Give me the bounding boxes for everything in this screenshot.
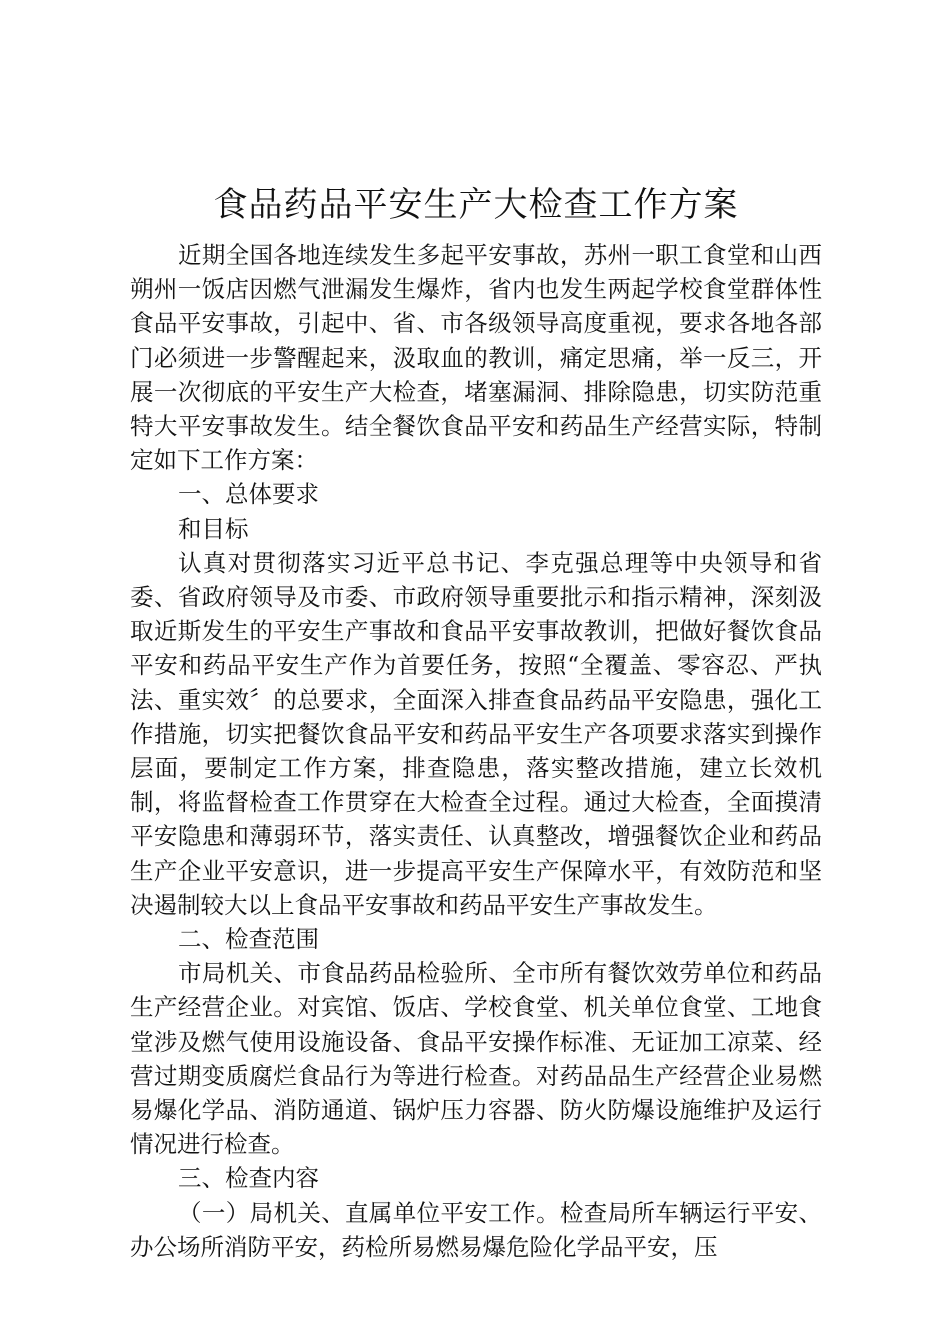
document-title: 食品药品平安生产大检查工作方案: [213, 185, 739, 225]
section-body-overall-requirements: 认真对贯彻落实习近平总书记、李克强总理等中央领导和省委、省政府领导及市委、市政府领导重要批示和指示精神，深刻汲取近斯发生的平安生产事故和食品平安事故教训，把做好餐饮食品平安和药品平安生产作为首要任务，按照“全覆盖、零容忍、严执法、重实效〞的总要求，全面深入排查食品药品平安隐患，强化工作措施，切实把餐饮食品平安和药品平安生产各项要求落实到操作层面，要制定工作方案，排查隐患，落实整改措施，建立长效机制，将监督检查工作贯穿在大检查全过程。通过大检查，全面摸清平安隐患和薄弱环节，落实责任、认真整改，增强餐饮企业和药品生产企业平安意识，进一步提高平安生产保障水平，有效防范和坚决遏制较大以上食品平安事故和药品平安生产事故发生。: [130, 548, 822, 919]
section-heading-inspection-scope: 二、检查范围: [178, 925, 319, 954]
section-heading-inspection-content: 三、检查内容: [178, 1164, 319, 1193]
section-body-inspection-content: （一）局机关、直属单位平安工作。检查局所车辆运行平安、办公场所消防平安，药检所易燃易爆危险化学品平安，压: [130, 1198, 822, 1261]
section-body-inspection-scope: 市局机关、市食品药品检验所、全市所有餐饮效劳单位和药品生产经营企业。对宾馆、饭店、学校食堂、机关单位食堂、工地食堂涉及燃气使用设施设备、食品平安操作标准、无证加工凉菜、经营过期变质腐烂食品行为等进行检查。对药品品生产经营企业易燃易爆化学品、消防通道、锅炉压力容器、防火防爆设施维护及运行情况进行检查。: [130, 959, 822, 1159]
section-heading-overall-requirements: 一、总体要求: [178, 480, 319, 509]
section-subheading-goals: 和目标: [178, 514, 249, 543]
document-page: [130, 180, 822, 1264]
intro-paragraph: 近期全国各地连续发生多起平安事故，苏州一职工食堂和山西朔州一饭店因燃气泄漏发生爆炸，省内也发生两起学校食堂群体性食品平安事故，引起中、省、市各级领导高度重视，要求各地各部门必须进一步警醒起来，汲取血的教训，痛定思痛，举一反三，开展一次彻底的平安生产大检查，堵塞漏洞、排除隐患，切实防范重特大平安事故发生。结全餐饮食品平安和药品生产经营实际，特制定如下工作方案：: [130, 241, 822, 475]
